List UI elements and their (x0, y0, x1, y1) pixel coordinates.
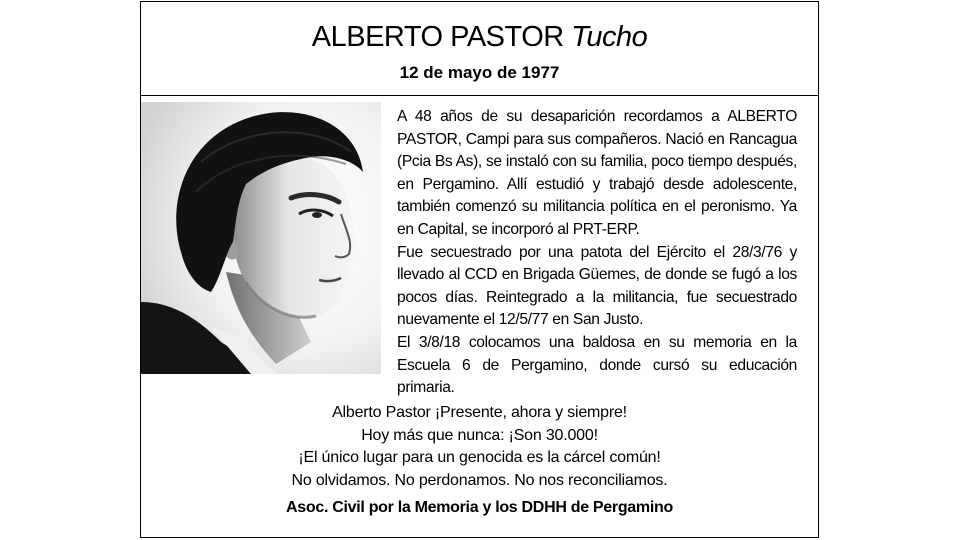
person-nickname: Tucho (571, 21, 648, 53)
organization-signature: Asoc. Civil por la Memoria y los DDHH de Pergamino (286, 499, 673, 516)
biography-text (397, 106, 797, 400)
closing-statements (141, 402, 818, 492)
disappearance-date: 12 de mayo de 1977 (399, 63, 560, 82)
portrait-photo (141, 102, 381, 374)
biography-paragraph: Fue secuestrado por una patota del Ejército el 28/3/76 y llevado al CCD en Brigada Güemes, de donde se fugó a los pocos días. Reintegrado a la militancia, fue secuestrado nuevamente el 12/5/77 en San Justo. (397, 243, 797, 329)
notice-header (141, 2, 818, 96)
biography-paragraph: A 48 años de su desaparición recordamos a ALBERTO PASTOR, Campi para sus compañeros. Nació en Rancagua (Pcia Bs As), se instaló con su familia, poco tiempo después, en Pergamino. Allí estudió y trabajó desde adolescente, también comenzó su militancia política en el peronismo. Ya en Capital, se incorporó al PRT-ERP. (397, 108, 797, 238)
person-name-line (141, 20, 818, 54)
biography-paragraph: El 3/8/18 colocamos una baldosa en su memoria en la Escuela 6 de Pergamino, donde cursó su educación primaria. (397, 333, 797, 397)
memorial-notice (140, 1, 819, 538)
closing-line: Hoy más que nunca: ¡Son 30.000! (361, 426, 598, 444)
closing-line: Alberto Pastor ¡Presente, ahora y siempre! (332, 404, 627, 421)
person-name: ALBERTO PASTOR (311, 21, 564, 53)
closing-line: ¡El único lugar para un genocida es la cárcel común! (298, 449, 661, 467)
closing-line: No olvidamos. No perdonamos. No nos reconciliamos. (291, 471, 668, 489)
